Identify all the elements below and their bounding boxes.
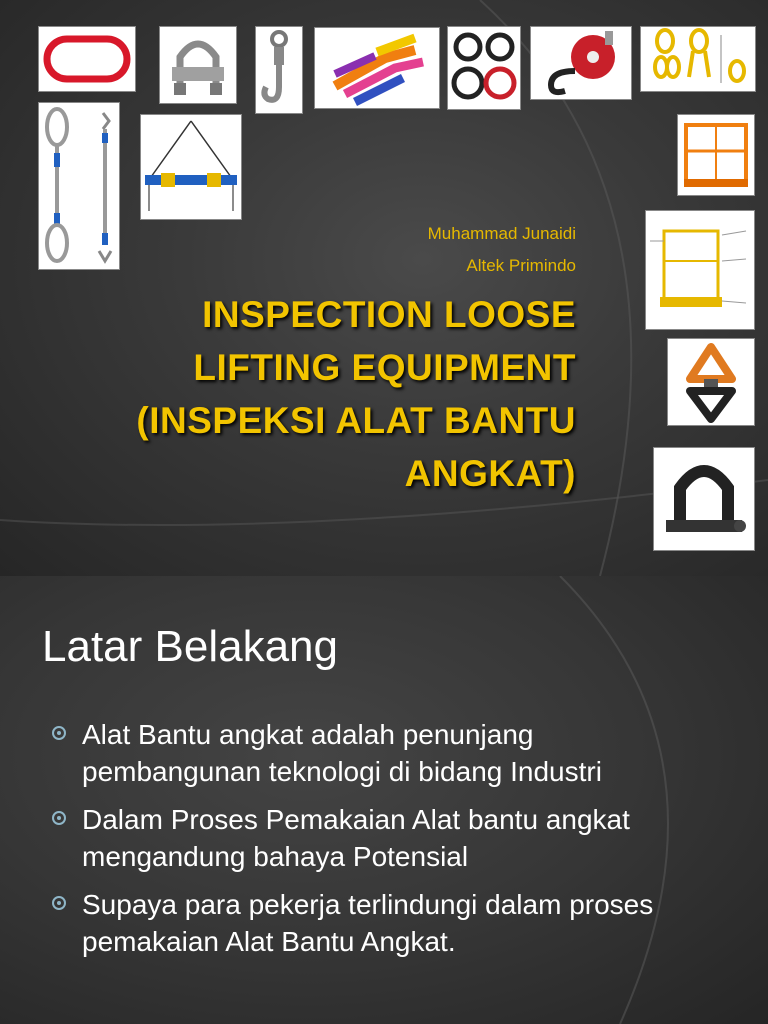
slide-title: INSPECTION LOOSE LIFTING EQUIPMENT (INSPEKSI ALAT BANTU ANGKAT) bbox=[136, 294, 576, 494]
webbing-sling-icon bbox=[314, 27, 440, 109]
swivel-hook-icon bbox=[255, 26, 303, 114]
author-name: Muhammad Junaidi bbox=[427, 224, 576, 243]
section-heading: Latar Belakang bbox=[42, 622, 338, 671]
list-item bbox=[52, 886, 672, 960]
snatch-block-icon bbox=[530, 26, 632, 100]
man-basket-icon bbox=[677, 114, 755, 196]
swivel-ring-icon bbox=[667, 338, 755, 426]
bullet-text: Supaya para pekerja terlindungi dalam proses pemakaian Alat Bantu Angkat. bbox=[82, 889, 654, 957]
bullet-icon bbox=[52, 726, 66, 740]
bow-shackle-icon bbox=[653, 447, 755, 551]
bullet-text: Alat Bantu angkat adalah penunjang pembangunan teknologi di bidang Industri bbox=[82, 719, 602, 787]
list-item bbox=[52, 716, 672, 790]
bullet-icon bbox=[52, 811, 66, 825]
chain-sling-assembly-icon bbox=[640, 26, 756, 92]
author-company: Altek Primindo bbox=[466, 256, 576, 275]
swivel-eye-icon bbox=[447, 26, 521, 110]
bullet-text: Dalam Proses Pemakaian Alat bantu angkat mengandung bahaya Potensial bbox=[82, 804, 630, 872]
wire-rope-sling-icon bbox=[38, 102, 120, 270]
list-item bbox=[52, 801, 672, 875]
spreader-beam-icon bbox=[140, 114, 242, 220]
bullet-icon bbox=[52, 896, 66, 910]
man-basket-diagram-icon bbox=[645, 210, 755, 330]
wire-rope-clip-icon bbox=[159, 26, 237, 104]
bullet-list bbox=[52, 716, 672, 971]
master-link-icon bbox=[38, 26, 136, 92]
